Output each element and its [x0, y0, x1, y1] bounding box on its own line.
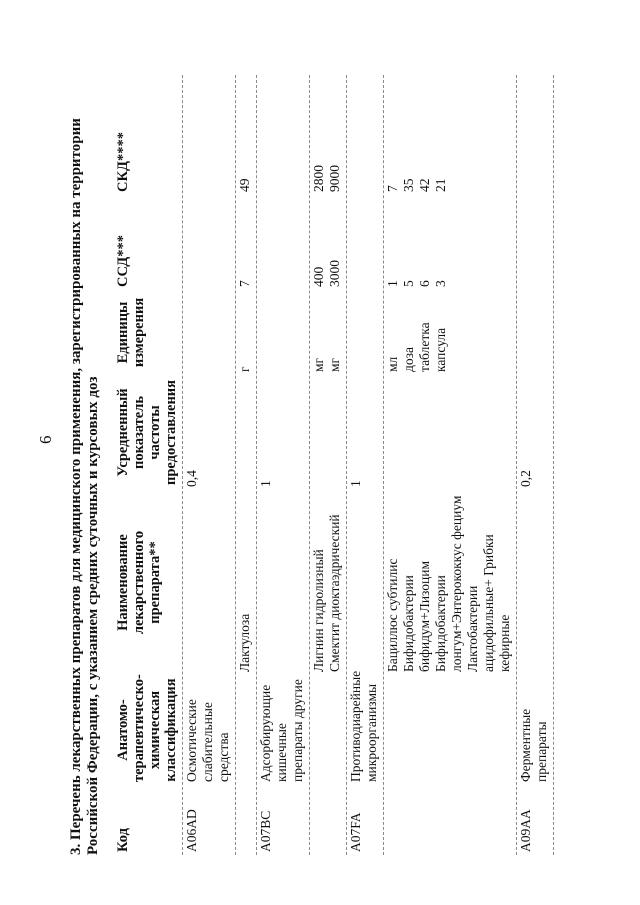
atc-cell: Ферментные препараты: [518, 708, 549, 782]
drug-name-cell-line: Бифидобактерии лонгум+Энтерококкус фециум: [433, 495, 464, 672]
units-cell: [384, 290, 516, 375]
frequency-cell: [310, 375, 346, 490]
units-cell-line: таблетка: [417, 322, 432, 372]
ssd-cell: [347, 195, 383, 290]
atc-cell: [236, 675, 256, 785]
units-cell-line: мг: [311, 357, 326, 372]
column-header-units: Единицы измерения: [115, 297, 147, 368]
table-body: [183, 75, 554, 855]
skd-cell-line: 21: [433, 178, 448, 192]
drug-name-cell-line: Лактулоза: [237, 613, 252, 672]
code-cell: A09AA: [518, 809, 533, 852]
column-header-atc: Анатомо-терапевтическо-химическая классификация: [115, 674, 179, 782]
drug-name-cell-line: Бациллюс субтилис: [385, 558, 400, 672]
ssd-cell-line: 3: [433, 280, 448, 287]
ssd-cell-line: 400: [311, 266, 326, 287]
ssd-cell-line: 6: [417, 280, 432, 287]
units-cell: [257, 290, 309, 375]
ssd-cell: [183, 195, 235, 290]
table-row: [517, 75, 554, 855]
column-header-skd: СКД****: [115, 132, 131, 192]
frequency-cell: [236, 375, 256, 490]
drug-name-cell-line: Лигнин гидролизный: [311, 549, 326, 672]
units-cell-line: г: [237, 366, 252, 372]
table-row: [347, 75, 384, 855]
drug-name-cell: [517, 490, 553, 675]
section-heading: 3. Перечень лекарственных препаратов для медицинского применения, зарегистрированных на территории Российской Федерации, с указанием средних суточных и курсовых доз: [68, 118, 101, 855]
units-cell: [183, 290, 235, 375]
drug-table: [114, 75, 554, 855]
frequency-cell: 1: [348, 480, 363, 487]
code-cell: A07BC: [258, 810, 273, 852]
table-row: [183, 75, 236, 855]
skd-cell: [257, 75, 309, 195]
ssd-cell-line: 1: [385, 280, 400, 287]
ssd-cell-line: 5: [401, 280, 416, 287]
skd-cell-line: 2800: [311, 165, 326, 192]
skd-cell-line: 9000: [327, 165, 342, 192]
units-cell-line: мг: [327, 357, 342, 372]
atc-cell: [384, 675, 516, 785]
skd-cell-line: 35: [401, 178, 416, 192]
ssd-cell: [517, 195, 553, 290]
code-cell: A06AD: [184, 809, 199, 852]
drug-name-cell: [347, 490, 383, 675]
code-cell: [384, 785, 516, 855]
rotated-page-content: [68, 75, 588, 855]
drug-name-cell: [310, 490, 346, 675]
skd-cell-line: 42: [417, 178, 432, 192]
drug-name-cell: [384, 490, 516, 675]
drug-name-cell: [257, 490, 309, 675]
ssd-cell: [257, 195, 309, 290]
units-cell: [236, 290, 256, 375]
skd-cell: [236, 75, 256, 195]
table-row: [257, 75, 310, 855]
column-header-ssd: ССД***: [115, 235, 131, 287]
skd-cell: [310, 75, 346, 195]
column-header-code: Код: [115, 828, 131, 852]
page-number: 6: [36, 435, 55, 444]
table-row: [236, 75, 257, 855]
code-cell: [236, 785, 256, 855]
drug-name-cell-line: Бифидобактерии бифидум+Лизоцим: [401, 560, 432, 672]
atc-cell: [310, 675, 346, 785]
code-cell: [310, 785, 346, 855]
drug-name-cell-line: Смектит диоктаэдрический: [327, 514, 342, 672]
skd-cell: [384, 75, 516, 195]
units-cell-line: доза: [401, 347, 416, 372]
drug-name-cell: [183, 490, 235, 675]
ssd-cell: [384, 195, 516, 290]
ssd-cell: [310, 195, 346, 290]
frequency-cell: [384, 375, 516, 490]
ssd-cell-line: 3000: [327, 260, 342, 287]
ssd-cell: [236, 195, 256, 290]
atc-cell: Противодиарейные микроорганизмы: [348, 670, 379, 782]
atc-cell: Адсорбирующие кишечные препараты другие: [258, 679, 305, 782]
table-header-row: [114, 75, 183, 855]
frequency-cell: 1: [258, 480, 273, 487]
skd-cell: [517, 75, 553, 195]
drug-name-cell-line: Лактобактерии ацидофильные+ Грибки кефирные: [465, 534, 512, 672]
atc-cell: Осмотические слабительные средства: [184, 699, 231, 782]
drug-name-cell: [236, 490, 256, 675]
units-cell: [517, 290, 553, 375]
units-cell-line: капсула: [433, 327, 448, 372]
ssd-cell-line: 7: [237, 280, 252, 287]
skd-cell: [347, 75, 383, 195]
frequency-cell: 0,2: [518, 470, 533, 487]
units-cell: [347, 290, 383, 375]
column-header-drug-name: Наименование лекарственного препарата**: [115, 530, 163, 635]
skd-cell-line: 7: [385, 185, 400, 192]
code-cell: A07FA: [348, 812, 363, 852]
units-cell: [310, 290, 346, 375]
skd-cell: [183, 75, 235, 195]
column-header-frequency: Усредненный показатель частоты предоставления: [115, 380, 179, 485]
skd-cell-line: 49: [237, 178, 252, 192]
table-row: [384, 75, 517, 855]
units-cell-line: мл: [385, 356, 400, 372]
frequency-cell: 0,4: [184, 470, 199, 487]
table-row: [310, 75, 347, 855]
